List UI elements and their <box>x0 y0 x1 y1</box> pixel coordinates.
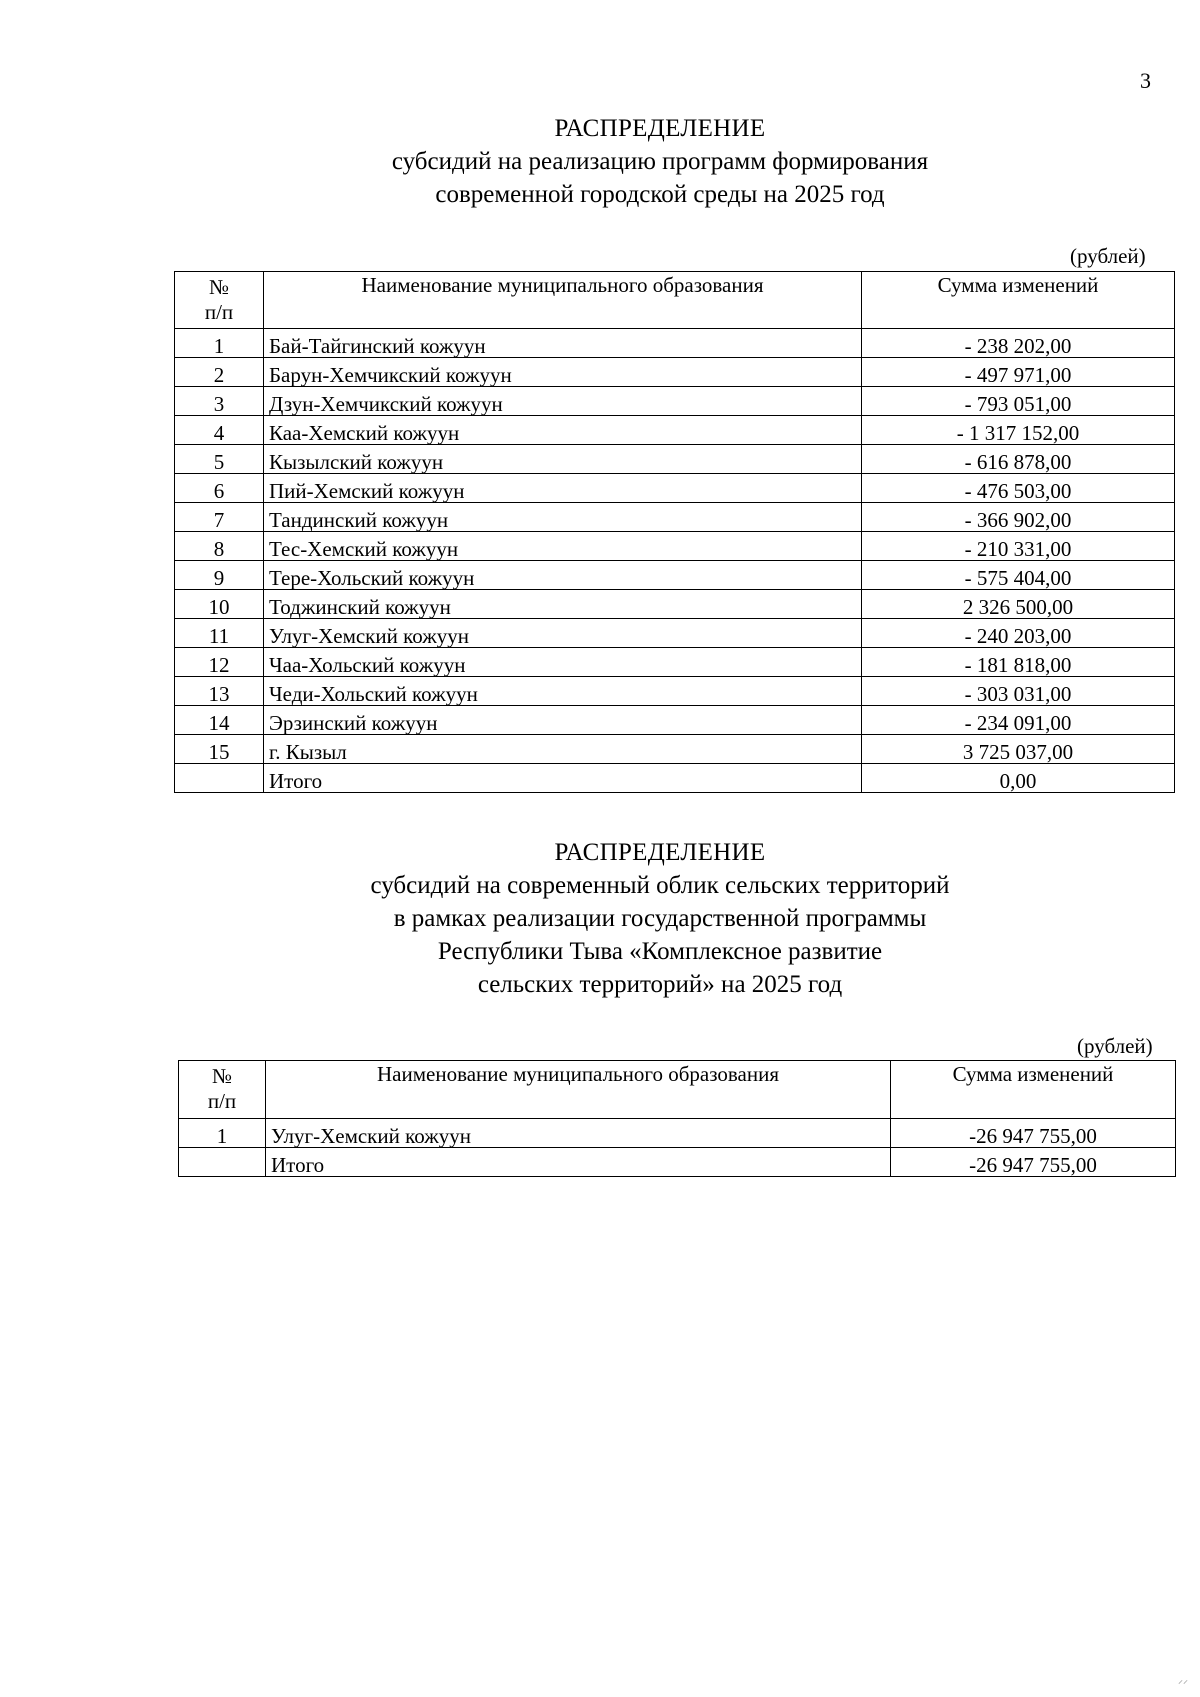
num-column-header <box>179 1061 266 1119</box>
section1-table <box>174 271 1175 793</box>
row-number: 14 <box>175 706 264 735</box>
table-row <box>175 648 1175 677</box>
municipality-name: Тере-Хольский кожуун <box>264 561 862 590</box>
page-number: 3 <box>1140 68 1151 93</box>
section1-title: РАСПРЕДЕЛЕНИЕ <box>554 115 766 142</box>
row-number <box>179 1148 266 1177</box>
section1-subtitle-line: субсидий на реализацию программ формирования <box>391 148 929 175</box>
change-amount: - 476 503,00 <box>862 474 1175 503</box>
sum-column-header: Сумма изменений <box>862 272 1175 329</box>
table-row <box>175 445 1175 474</box>
section2-heading <box>0 836 1200 1001</box>
municipality-name: Итого <box>264 764 862 793</box>
section2-title: РАСПРЕДЕЛЕНИЕ <box>554 839 766 866</box>
municipality-name: Тес-Хемский кожуун <box>264 532 862 561</box>
table-header-row <box>175 272 1175 329</box>
table-row <box>175 358 1175 387</box>
row-number: 12 <box>175 648 264 677</box>
row-number: 5 <box>175 445 264 474</box>
change-amount: 0,00 <box>862 764 1175 793</box>
num-header-line2: п/п <box>204 300 234 324</box>
municipality-name: г. Кызыл <box>264 735 862 764</box>
row-number: 4 <box>175 416 264 445</box>
change-amount: 2 326 500,00 <box>862 590 1175 619</box>
row-number: 10 <box>175 590 264 619</box>
row-number: 11 <box>175 619 264 648</box>
num-header-line1: № <box>208 275 230 299</box>
section2-table-body <box>179 1119 1176 1177</box>
sum-column-header: Сумма изменений <box>891 1061 1176 1119</box>
table-row <box>175 561 1175 590</box>
municipality-name: Чеди-Хольский кожуун <box>264 677 862 706</box>
row-number: 1 <box>179 1119 266 1148</box>
scan-artifact: ⸝⸝ <box>1178 1675 1188 1686</box>
row-number: 6 <box>175 474 264 503</box>
municipality-name: Улуг-Хемский кожуун <box>264 619 862 648</box>
section2-table <box>178 1060 1176 1177</box>
change-amount: - 210 331,00 <box>862 532 1175 561</box>
row-number: 13 <box>175 677 264 706</box>
table-row <box>175 735 1175 764</box>
row-number <box>175 764 264 793</box>
municipality-name: Каа-Хемский кожуун <box>264 416 862 445</box>
change-amount: -26 947 755,00 <box>891 1119 1176 1148</box>
municipality-name: Кызылский кожуун <box>264 445 862 474</box>
row-number: 2 <box>175 358 264 387</box>
change-amount: - 303 031,00 <box>862 677 1175 706</box>
change-amount: - 234 091,00 <box>862 706 1175 735</box>
table-row <box>175 416 1175 445</box>
section1-units: (рублей) <box>1070 244 1146 268</box>
section2-subtitle-line: Республики Тыва «Комплексное развитие <box>437 938 883 965</box>
table-row <box>179 1119 1176 1148</box>
section2-subtitle-line: сельских территорий» на 2025 год <box>477 971 843 998</box>
section2-subtitle-line: субсидий на современный облик сельских территорий <box>370 872 950 899</box>
municipality-name: Барун-Хемчикский кожуун <box>264 358 862 387</box>
row-number: 9 <box>175 561 264 590</box>
section2-units: (рублей) <box>1077 1034 1153 1058</box>
table-row <box>175 677 1175 706</box>
municipality-name: Бай-Тайгинский кожуун <box>264 329 862 358</box>
municipality-name: Дзун-Хемчикский кожуун <box>264 387 862 416</box>
row-number: 3 <box>175 387 264 416</box>
municipality-name: Итого <box>266 1148 891 1177</box>
table-row <box>175 474 1175 503</box>
table-row <box>175 590 1175 619</box>
municipality-name: Чаа-Хольский кожуун <box>264 648 862 677</box>
change-amount: 3 725 037,00 <box>862 735 1175 764</box>
change-amount: - 181 818,00 <box>862 648 1175 677</box>
municipality-name: Эрзинский кожуун <box>264 706 862 735</box>
change-amount: - 1 317 152,00 <box>862 416 1175 445</box>
row-number: 7 <box>175 503 264 532</box>
change-amount: - 240 203,00 <box>862 619 1175 648</box>
table-row <box>175 706 1175 735</box>
num-header-line2: п/п <box>207 1089 237 1113</box>
change-amount: - 793 051,00 <box>862 387 1175 416</box>
num-column-header <box>175 272 264 329</box>
row-number: 1 <box>175 329 264 358</box>
name-column-header: Наименование муниципального образования <box>266 1061 891 1119</box>
change-amount: - 238 202,00 <box>862 329 1175 358</box>
change-amount: - 616 878,00 <box>862 445 1175 474</box>
table-total-row <box>175 764 1175 793</box>
section1-heading <box>0 112 1200 211</box>
change-amount: - 575 404,00 <box>862 561 1175 590</box>
table-row <box>175 387 1175 416</box>
table-row <box>175 503 1175 532</box>
municipality-name: Пий-Хемский кожуун <box>264 474 862 503</box>
table-row <box>175 532 1175 561</box>
section2-subtitle-line: в рамках реализации государственной программы <box>393 905 927 932</box>
num-header-line1: № <box>211 1064 233 1088</box>
change-amount: - 497 971,00 <box>862 358 1175 387</box>
change-amount: -26 947 755,00 <box>891 1148 1176 1177</box>
municipality-name: Улуг-Хемский кожуун <box>266 1119 891 1148</box>
section1-subtitle-line: современной городской среды на 2025 год <box>435 181 885 208</box>
table-row <box>175 329 1175 358</box>
table-header-row <box>179 1061 1176 1119</box>
change-amount: - 366 902,00 <box>862 503 1175 532</box>
row-number: 8 <box>175 532 264 561</box>
municipality-name: Тандинский кожуун <box>264 503 862 532</box>
table-row <box>175 619 1175 648</box>
municipality-name: Тоджинский кожуун <box>264 590 862 619</box>
table-total-row <box>179 1148 1176 1177</box>
name-column-header: Наименование муниципального образования <box>264 272 862 329</box>
row-number: 15 <box>175 735 264 764</box>
section1-table-body <box>175 329 1175 793</box>
